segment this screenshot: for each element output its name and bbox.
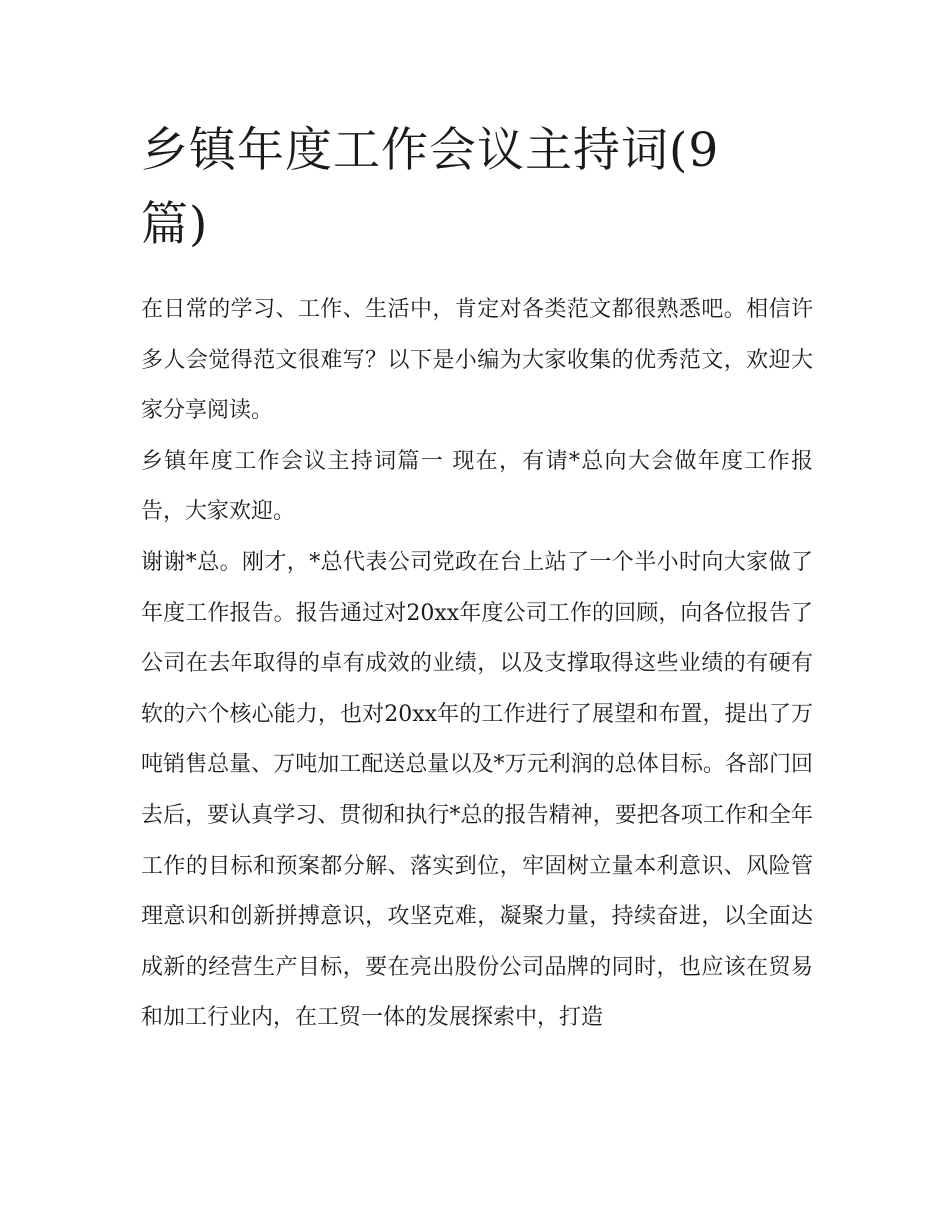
document-page bbox=[141, 114, 813, 1044]
paragraph-opening: 乡镇年度工作会议主持词篇一 现在，有请*总向大会做年度工作报告，大家欢迎。 bbox=[141, 448, 813, 525]
paragraph-report-summary: 谢谢*总。刚才，*总代表公司党政在台上站了一个半小时向大家做了年度工作报告。报告通过对20xx年度公司工作的回顾，向各位报告了公司在去年取得的卓有成效的业绩，以及支撑取得这些业绩的有硬有软的六个核心能力，也对20xx年的工作进行了展望和布置，提出了万吨销售总量、万吨加工配送总量以及*万元利润的总体目标。各部门回去后，要认真学习、贯彻和执行*总的报告精神，要把各项工作和全年工作的目标和预案都分解、落实到位，牢固树立量本利意识、风险管理意识和创新拼搏意识，攻坚克难，凝聚力量，持续奋进，以全面达成新的经营生产目标，要在亮出股份公司品牌的同时，也应该在贸易和加工行业内，在工贸一体的发展探索中，打造 bbox=[141, 549, 813, 1031]
document-body bbox=[141, 285, 813, 1044]
document-title: 乡镇年度工作会议主持词(9篇) bbox=[141, 123, 720, 252]
paragraph-intro: 在日常的学习、工作、生活中，肯定对各类范文都很熟悉吧。相信许多人会觉得范文很难写？以下是小编为大家收集的优秀范文，欢迎大家分享阅读。 bbox=[141, 297, 813, 424]
